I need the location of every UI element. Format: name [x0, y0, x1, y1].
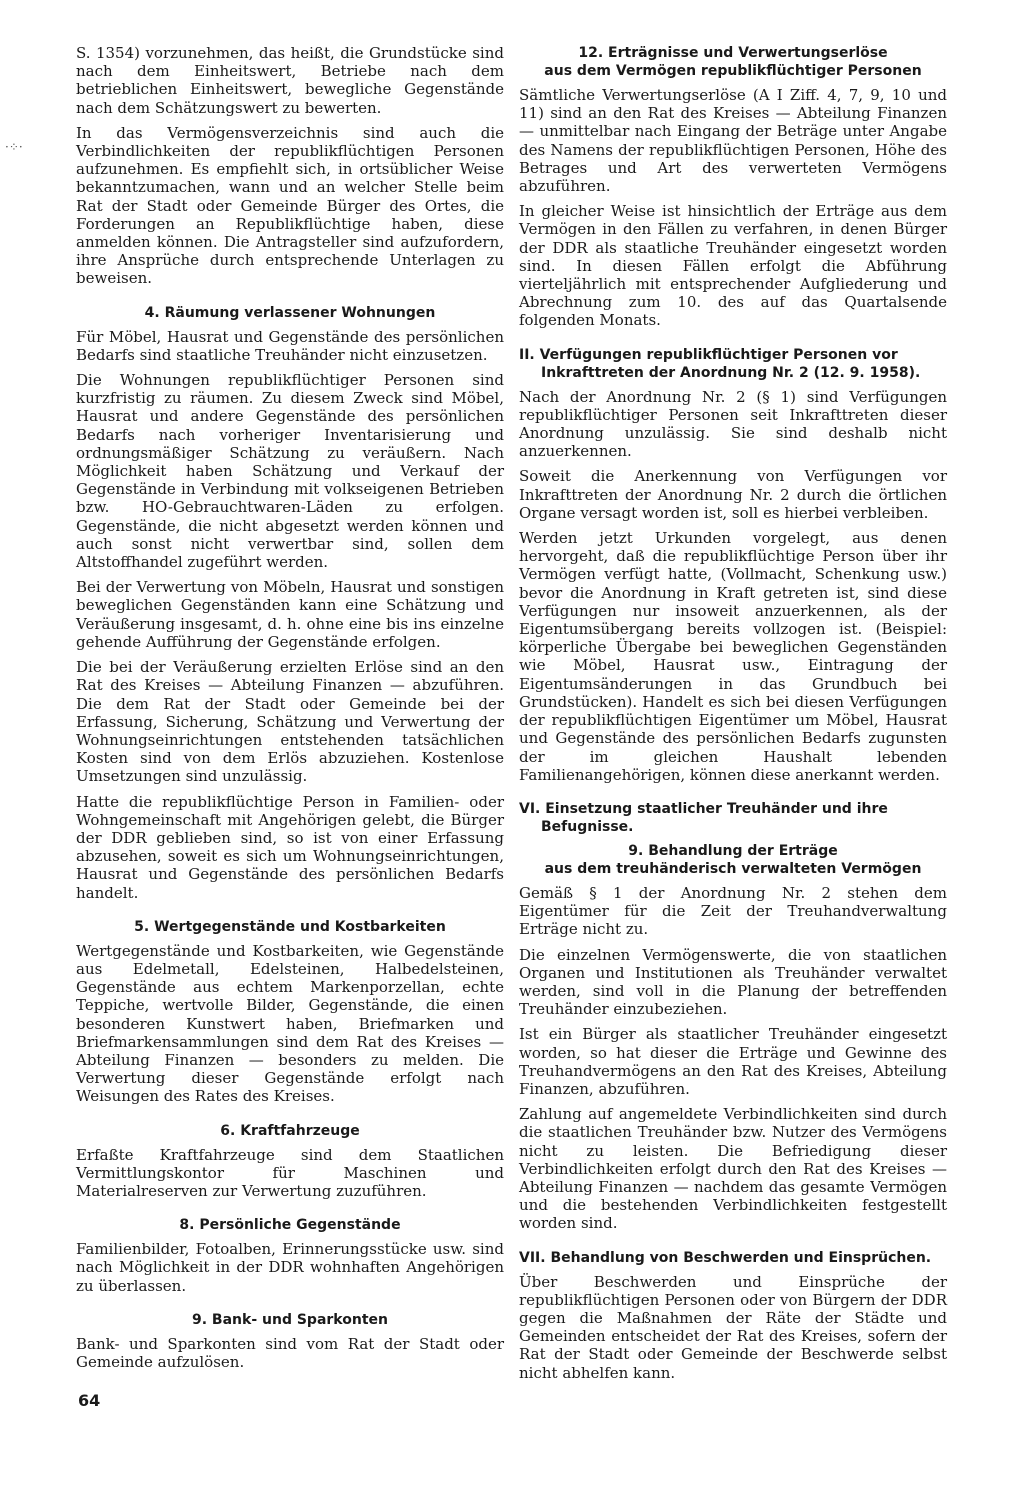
section-9-ertraege-paragraph-3: Ist ein Bürger als staatlicher Treuhänder eingesetzt worden, so hat dieser die Erträge und Gewinne des Treuhandvermögens an den Rat des Kreises, Abteilung Finanzen, abzuführen.	[519, 1025, 947, 1098]
paragraph-verbindlichkeiten: In das Vermögensverzeichnis sind auch die Verbindlichkeiten der republikflüchtigen Personen aufzunehmen. Es empfiehlt sich, in ortsüblicher Weise bekanntzumachen, wann und an welcher Stelle beim Rat der Stadt oder Gemeinde Bürger des Ortes, die Forderungen an Republikflüchtige haben, diese anmelden können. Die Antragsteller sind aufzufordern, ihre Ansprüche durch entsprechende Unterlagen zu beweisen.	[76, 123, 504, 288]
section-9-paragraph-1: Bank- und Sparkonten sind vom Rat der Stadt oder Gemeinde aufzulösen.	[76, 1334, 504, 1371]
page-number: 64	[78, 1391, 101, 1410]
section-heading-12-line-2: aus dem Vermögen republikflüchtiger Personen	[544, 63, 922, 79]
section-heading-12	[519, 44, 947, 80]
section-4-paragraph-3: Bei der Verwertung von Möbeln, Hausrat und sonstigen beweglichen Gegenständen kann eine Schätzung und Veräußerung insgesamt, d. h. ohne eine bis ins einzelne gehende Aufführung der Gegenstände erfolgen.	[76, 578, 504, 651]
section-5-paragraph-1: Wertgegenstände und Kostbarkeiten, wie Gegenstände aus Edelmetall, Edelsteinen, Halbedelsteinen, Gegenstände aus echtem Markenporzellan, echte Teppiche, wertvolle Bilder, Gegenstände, die einen besonderen Kunstwert haben, Briefmarken und Briefmarkensammlungen sind dem Rat des Kreises — Abteilung Finanzen — besonders zu melden. Die Verwertung dieser Gegenstände erfolgt nach Weisungen des Rates des Kreises.	[76, 941, 504, 1106]
section-4-paragraph-5: Hatte die republikflüchtige Person in Familien- oder Wohngemeinschaft mit Angehörigen gelebt, die Bürger der DDR geblieben sind, so ist von einer Erfassung abzusehen, soweit es sich um Wohnungseinrichtungen, Hausrat und Gegenstände des persönlichen Bedarfs handelt.	[76, 792, 504, 902]
section-II-paragraph-3: Werden jetzt Urkunden vorgelegt, aus denen hervorgeht, daß die republikflüchtige Person über ihr Vermögen verfügt hatte, (Vollmacht, Schenkung usw.) bevor die Anordnung in Kraft getreten ist, sind diese Verfügungen nur insoweit anzuerkennen, als der Eigentumsübergang bereits vollzogen ist. (Beispiel: körperliche Übergabe bei beweglichen Gegenständen wie Möbel, Hausrat usw., Eintragung der Eigentumsänderungen in das Grundbuch bei Grundstücken). Handelt es sich bei diesen Verfügungen der republikflüchtigen Eigentümer um Möbel, Hausrat und Gegenstände des persönlichen Bedarfs zugunsten der im gleichen Haushalt lebenden Familienangehörigen, können diese anerkannt werden.	[519, 529, 947, 784]
section-heading-9-ertraege	[519, 842, 947, 878]
section-4-paragraph-2: Die Wohnungen republikflüchtiger Personen sind kurzfristig zu räumen. Zu diesem Zweck sind Möbel, Hausrat und andere Gegenstände des persönlichen Bedarfs nach vorheriger Inventarisierung und ordnungsmäßiger Schätzung zu veräußern. Nach Möglichkeit haben Schätzung und Verkauf der Gegenstände in Verbindung mit volkseigenen Betrieben bzw. HO-Gebrauchtwaren-Läden zu erfolgen. Gegenstände, die nicht abgesetzt werden können und auch sonst nicht verwertbar sind, sollen dem Altstoffhandel zugeführt werden.	[76, 371, 504, 572]
left-column	[76, 44, 504, 1378]
section-II-paragraph-1: Nach der Anordnung Nr. 2 (§ 1) sind Verfügungen republikflüchtiger Personen seit Inkrafttreten dieser Anordnung unzulässig. Sie sind deshalb nicht anzuerkennen.	[519, 387, 947, 461]
section-12-paragraph-1: Sämtliche Verwertungserlöse (A I Ziff. 4, 7, 9, 10 und 11) sind an den Rat des Kreises — Abteilung Finanzen — unmittelbar nach Eingang der Beträge unter Angabe des Namens der republikflüchtigen Personen, Höhe des Betrages und Art des verwerteten Vermögens abzuführen.	[519, 86, 947, 196]
section-heading-8: 8. Persönliche Gegenstände	[179, 1217, 401, 1234]
section-8-paragraph-1: Familienbilder, Fotoalben, Erinnerungsstücke usw. sind nach Möglichkeit in der DDR wohnhaften Angehörigen zu überlassen.	[76, 1240, 504, 1295]
section-6-paragraph-1: Erfaßte Kraftfahrzeuge sind dem Staatlichen Vermittlungskontor für Maschinen und Materialreserven zur Verwertung zuzuführen.	[76, 1145, 504, 1200]
section-9-ertraege-paragraph-4: Zahlung auf angemeldete Verbindlichkeiten sind durch die staatlichen Treuhänder bzw. Nutzer des Vermögens nicht zu leisten. Die Befriedigung dieser Verbindlichkeiten erfolgt durch den Rat des Kreises — Abteilung Finanzen — nachdem das gesamte Vermögen und die bestehenden Verbindlichkeiten festgestellt worden sind.	[519, 1105, 947, 1233]
section-heading-VII: VII. Behandlung von Beschwerden und Einsprüchen.	[519, 1249, 932, 1266]
section-VII-paragraph-1: Über Beschwerden und Einsprüche der republikflüchtigen Personen oder von Bürgern der DDR gegen die Maßnahmen der Räte der Städte und Gemeinden entscheidet der Rat des Kreises, sofern der Rat der Stadt oder Gemeinde der Beschwerde selbst nicht abhelfen kann.	[519, 1272, 947, 1382]
section-heading-II: II. Verfügungen republikflüchtiger Personen vor Inkrafttreten der Anordnung Nr. 2 (12. 9. 1958).	[519, 346, 921, 381]
section-9-ertraege-paragraph-1: Gemäß § 1 der Anordnung Nr. 2 stehen dem Eigentümer für die Zeit der Treuhandverwaltung Erträge nicht zu.	[519, 883, 947, 939]
margin-mark: ·⁘·	[5, 140, 23, 154]
section-4-paragraph-1: Für Möbel, Hausrat und Gegenstände des persönlichen Bedarfs sind staatliche Treuhänder nicht einzusetzen.	[76, 327, 504, 364]
section-II-paragraph-2: Soweit die Anerkennung von Verfügungen vor Inkrafttreten der Anordnung Nr. 2 durch die örtlichen Organe versagt worden ist, soll es hierbei verbleiben.	[519, 467, 947, 522]
section-heading-9-ertraege-line-2: aus dem treuhänderisch verwalteten Vermögen	[544, 860, 922, 877]
section-heading-12-line-1: 12. Erträgnisse und Verwertungserlöse	[578, 45, 888, 61]
section-heading-5: 5. Wertgegenstände und Kostbarkeiten	[134, 918, 446, 935]
paragraph-intro: S. 1354) vorzunehmen, das heißt, die Grundstücke sind nach dem Einheitswert, Betriebe nach dem betrieblichen Einheitswert, bewegliche Gegenstände nach dem Schätzungswert zu bewerten.	[76, 44, 504, 117]
section-heading-9-ertraege-line-1: 9. Behandlung der Erträge	[628, 842, 838, 859]
section-12-paragraph-2: In gleicher Weise ist hinsichtlich der Erträge aus dem Vermögen in den Fällen zu verfahren, in denen Bürger der DDR als staatliche Treuhänder eingesetzt worden sind. In diesen Fällen erfolgt die Abführung vierteljährlich mit entsprechender Aufgliederung und Abrechnung zum 10. des auf das Quartalsende folgenden Monats.	[519, 202, 947, 330]
section-heading-4: 4. Räumung verlassener Wohnungen	[144, 304, 436, 321]
section-heading-6: 6. Kraftfahrzeuge	[220, 1122, 360, 1139]
section-9-ertraege-paragraph-2: Die einzelnen Vermögenswerte, die von staatlichen Organen und Institutionen als Treuhänder verwaltet werden, sind voll in die Planung der betreffenden Treuhänder einzubeziehen.	[519, 945, 947, 1019]
section-heading-9: 9. Bank- und Sparkonten	[192, 1311, 388, 1328]
section-4-paragraph-4: Die bei der Veräußerung erzielten Erlöse sind an den Rat des Kreises — Abteilung Finanzen — abzuführen. Die dem Rat der Stadt oder Gemeinde bei der Erfassung, Sicherung, Schätzung und Verwertung der Wohnungseinrichtungen entstehenden tatsächlichen Kosten sind von dem Erlös abzuziehen. Kostenlose Umsetzungen sind unzulässig.	[76, 658, 504, 786]
section-heading-VI: VI. Einsetzung staatlicher Treuhänder und ihre Befugnisse.	[519, 800, 888, 835]
right-column	[519, 44, 947, 1389]
